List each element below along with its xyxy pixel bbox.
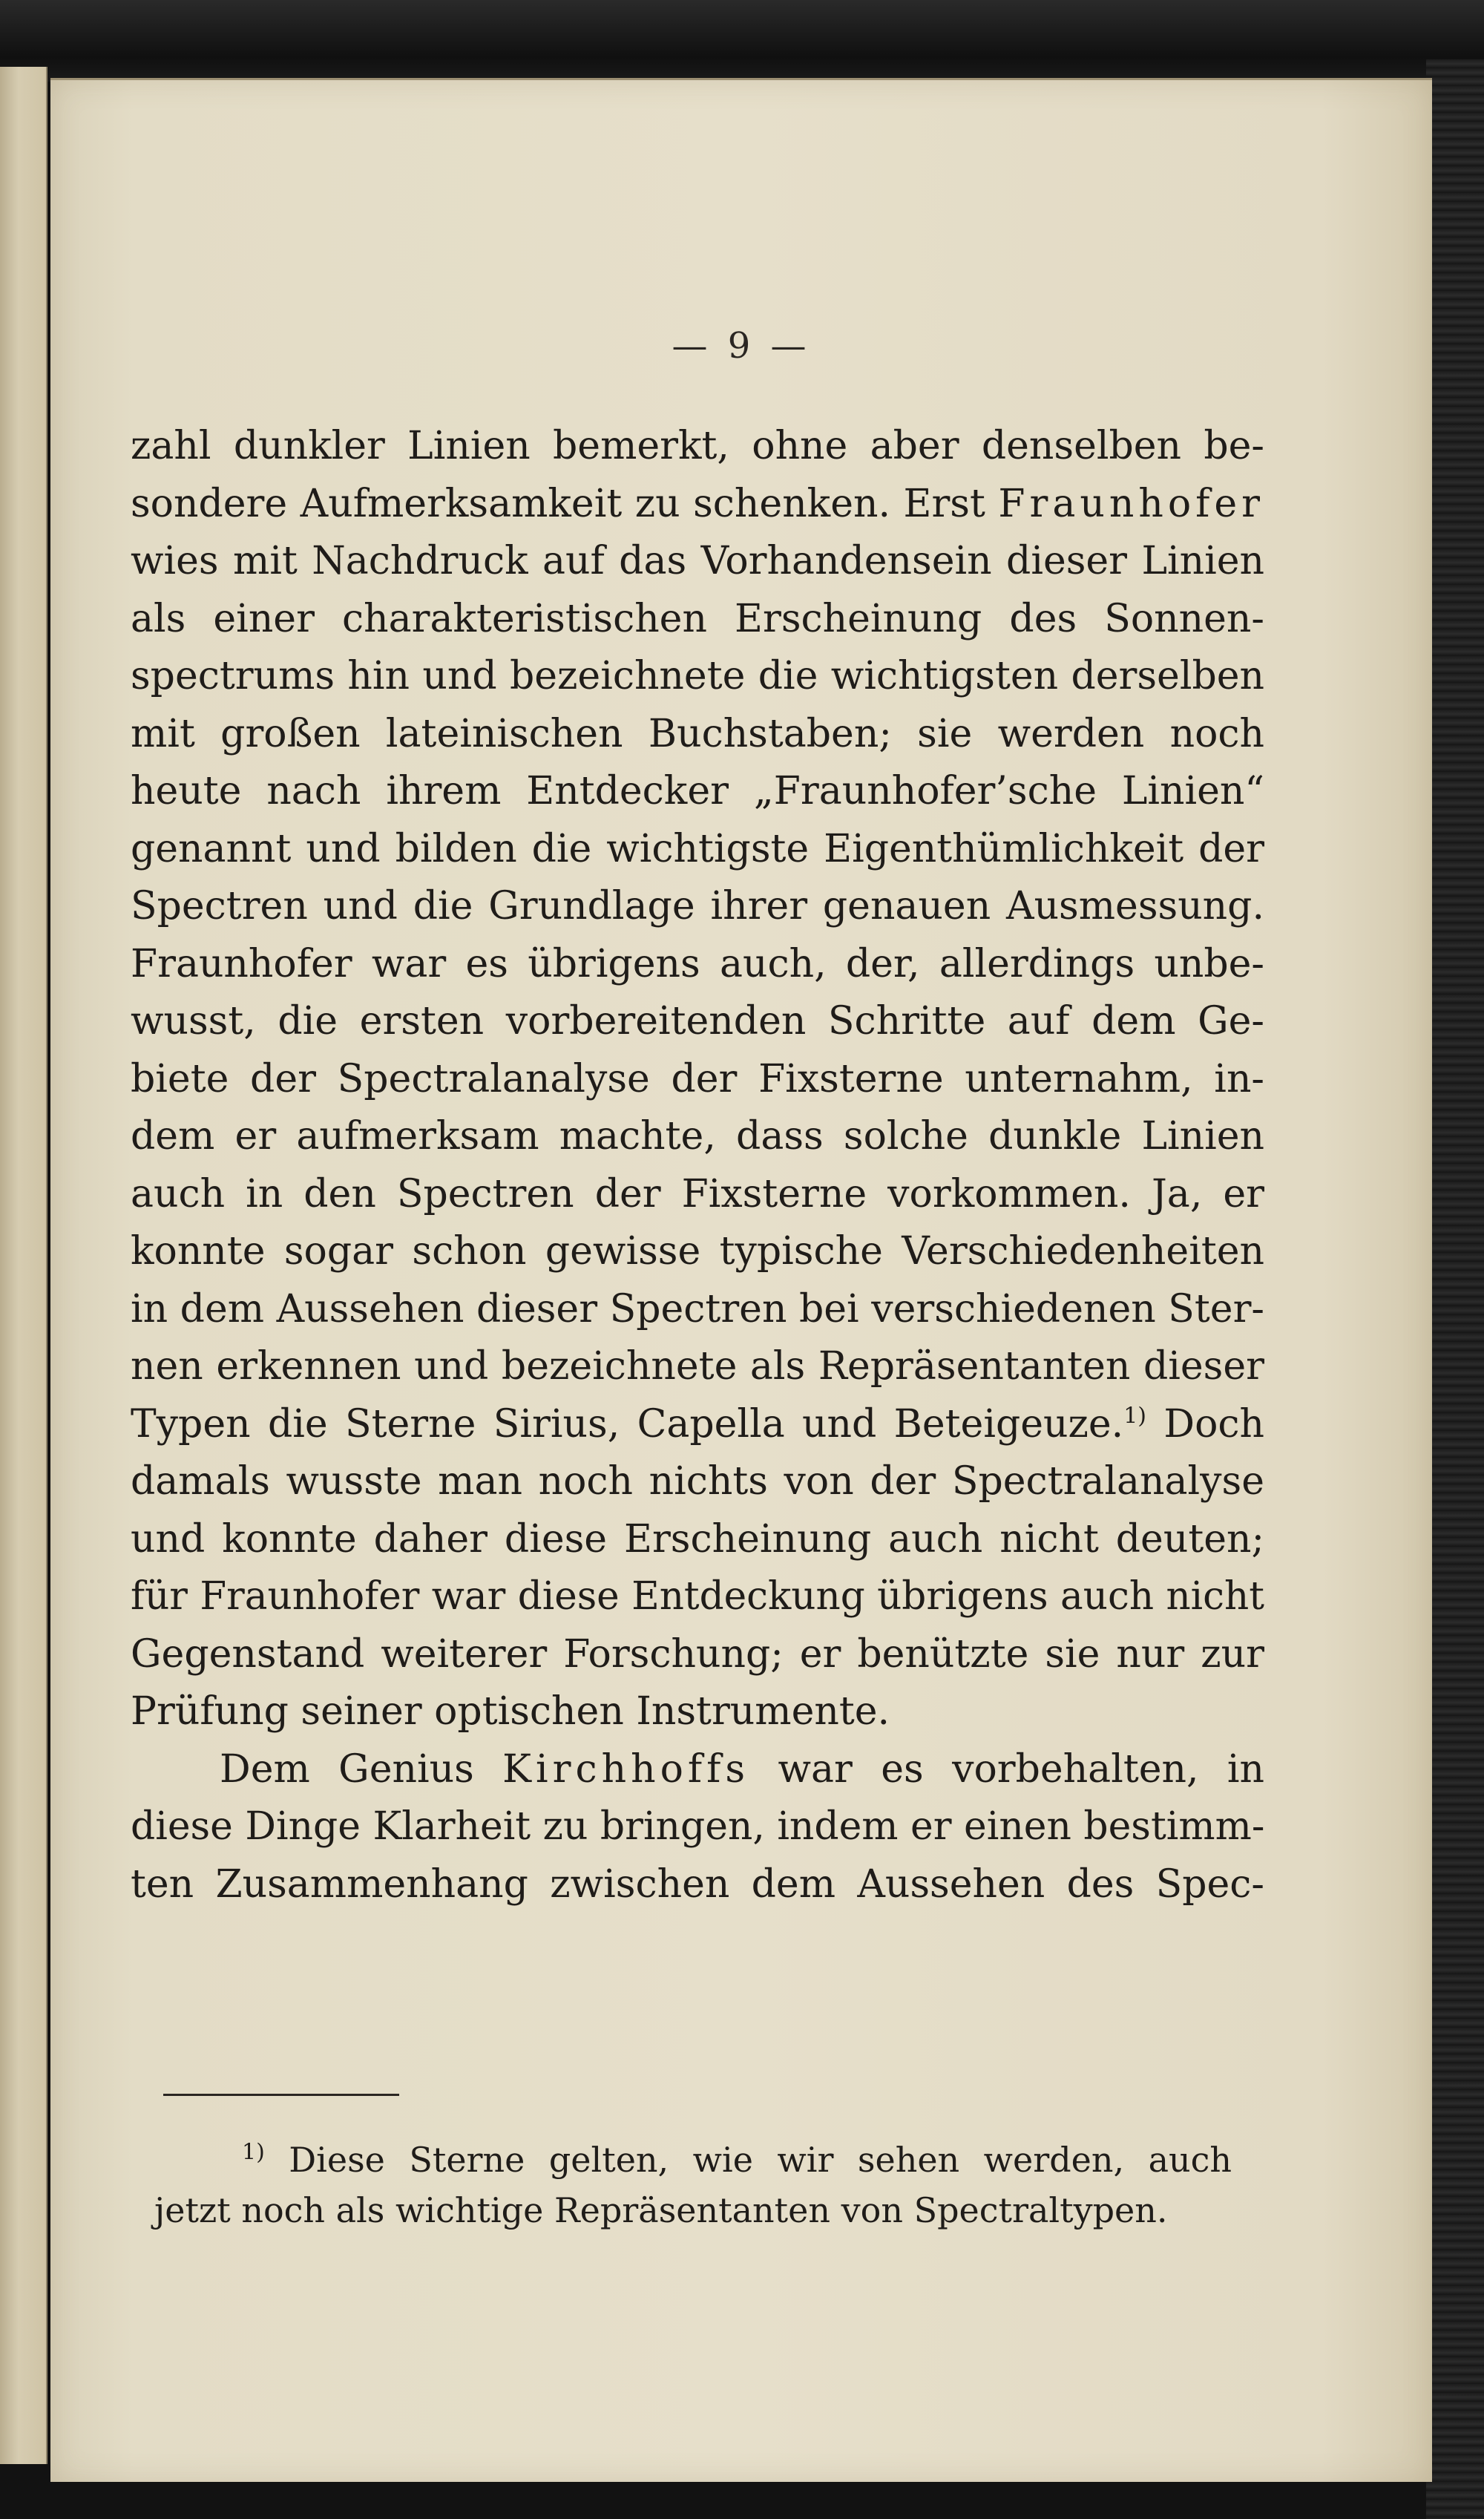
text-line: zahl dunkler Linien bemerkt, ohne aber denselben be- [131,424,1264,468]
text-line: wies mit Nachdruck auf das Vorhandensein dieser Linien [131,539,1264,583]
text-line: nen erkennen und bezeichnete als Repräsentanten dieser [131,1344,1264,1389]
text-line: Fraunhofer war es übrigens auch, der, allerdings unbe- [131,941,1264,986]
text-line: für Fraunhofer war diese Entdeckung übrigens auch nicht [131,1574,1264,1619]
text-line: Gegenstand weiterer Forschung; er benützte sie nur zur [131,1631,1264,1677]
name-emphasis: Fraunhofer [998,481,1264,526]
book-page [50,78,1432,2482]
main-text [131,418,1264,1913]
footnote-divider [163,2094,399,2096]
text-line: auch in den Spectren der Fixsterne vorkommen. Ja, er [131,1171,1264,1216]
text-line: Dem Genius Kirchhoffs war es vorbehalten, in [220,1746,1265,1792]
text-line: Spectren und die Grundlage ihrer genauen Ausmessung. [131,884,1264,928]
adjacent-page-edge [0,67,47,2464]
text-line: damals wusste man noch nichts von der Spectralanalyse [131,1459,1264,1504]
text-line: biete der Spectralanalyse der Fixsterne unternahm, in- [131,1056,1264,1101]
book-cover-edge [1426,59,1484,2519]
scan-top-edge [0,0,1484,82]
footnote [154,2135,1232,2235]
footnote-line: $^{1)}$ Diese Sterne gelten, wie wir sehen werden, auch [242,2139,1232,2180]
name-emphasis: Kirchhoffs [502,1746,750,1792]
footnote-line: jetzt noch als wichtige Repräsentanten von Spectraltypen. [154,2190,1168,2230]
footnote-marker: 1) [242,2139,265,2166]
text-line: konnte sogar schon gewisse typische Verschiedenheiten [131,1229,1264,1274]
text-line: als einer charakteristischen Erscheinung des Sonnen- [131,596,1264,641]
text-line: heute nach ihrem Entdecker „Fraunhofer’sche Linien“ [131,769,1264,813]
text-line: Typen die Sterne Sirius, Capella und Beteigeuze.$^{1)}$ Doch [131,1401,1264,1447]
text-line: und konnte daher diese Erscheinung auch nicht deuten; [131,1516,1264,1562]
text-line: ten Zusammenhang zwischen dem Aussehen des Spec- [131,1861,1264,1907]
text-line: mit großen lateinischen Buchstaben; sie werden noch [131,711,1264,756]
text-line: dem er aufmerksam machte, dass solche dunkle Linien [131,1114,1264,1159]
text-line: in dem Aussehen dieser Spectren bei verschiedenen Ster- [131,1286,1264,1331]
footnote-reference: 1) [1123,1403,1147,1429]
text-line: sondere Aufmerksamkeit zu schenken. Erst Fraunhofer [131,481,1264,526]
text-line: diese Dinge Klarheit zu bringen, indem er einen bestimm- [131,1804,1265,1849]
text-line: genannt und bilden die wichtigste Eigenthümlichkeit der [131,826,1264,871]
text-line: wusst, die ersten vorbereitenden Schritte auf dem Ge- [131,999,1264,1044]
text-line: Prüfung seiner optischen Instrumente. [131,1689,890,1734]
page-number: — 9 — [672,325,811,367]
text-line: spectrums hin und bezeichnete die wichtigsten derselben [131,654,1264,698]
